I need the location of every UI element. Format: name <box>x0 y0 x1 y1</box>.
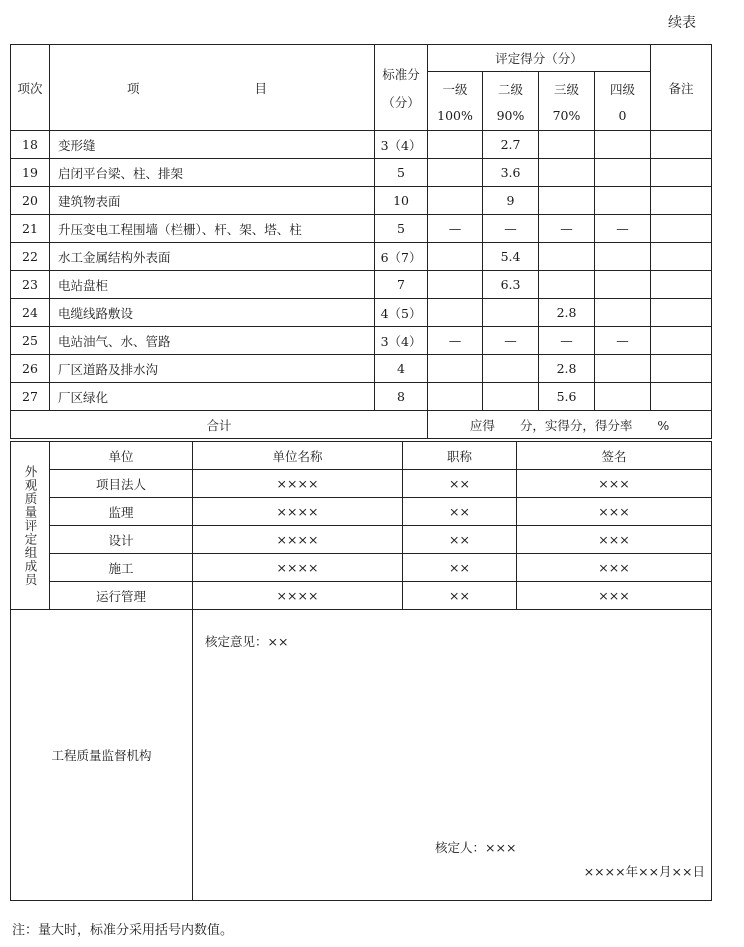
member-row: 运行管理 ×××× ×× ××× <box>11 582 712 610</box>
table-row: 18 变形缝 3（4） 2.7 <box>11 131 712 159</box>
header-remark: 备注 <box>651 45 712 131</box>
member-row: 施工 ×××× ×× ××× <box>11 554 712 582</box>
table-row: 23 电站盘柜 7 6.3 <box>11 271 712 299</box>
header-grade-1: 一级 100% <box>428 72 483 131</box>
header-item: 项 目 <box>50 45 375 131</box>
supervision-label: 工程质量监督机构 <box>11 610 193 901</box>
date-text: ××××年××月××日 <box>583 864 705 879</box>
supervision-box <box>193 610 712 901</box>
table-row: 26 厂区道路及排水沟 4 2.8 <box>11 355 712 383</box>
members-header-unit-name: 单位名称 <box>193 442 403 470</box>
approver-text: 核定人：××× <box>435 840 517 855</box>
member-row: 项目法人 ×××× ×× ××× <box>11 470 712 498</box>
total-label: 合计 <box>11 411 428 439</box>
header-std-score: 标准分 （分） <box>375 45 428 131</box>
member-row: 监理 ×××× ×× ××× <box>11 498 712 526</box>
members-side-label: 外观质量评定组成员 <box>11 442 50 610</box>
quality-assessment-table <box>10 44 712 439</box>
table-row: 24 电缆线路敷设 4（5） 2.8 <box>11 299 712 327</box>
members-table <box>10 441 712 901</box>
footnote: 注：量大时，标准分采用括号内数值。 <box>12 923 234 938</box>
table-row: 19 启闭平台梁、柱、排架 5 3.6 <box>11 159 712 187</box>
header-grade-4: 四级 0 <box>595 72 651 131</box>
header-index: 项次 <box>11 45 50 131</box>
header-rating-group: 评定得分（分） <box>428 45 651 72</box>
table-row: 25 电站油气、水、管路 3（4） — — — — <box>11 327 712 355</box>
table-row: 27 厂区绿化 8 5.6 <box>11 383 712 411</box>
table-row: 21 升压变电工程围墙（栏栅）、杆、架、塔、柱 5 — — — — <box>11 215 712 243</box>
header-grade-3: 三级 70% <box>539 72 595 131</box>
members-header-title: 职称 <box>403 442 517 470</box>
table-row: 22 水工金属结构外表面 6（7） 5.4 <box>11 243 712 271</box>
table-row: 20 建筑物表面 10 9 <box>11 187 712 215</box>
continued-label: 续表 <box>668 15 696 31</box>
total-text: 应得 分，实得分，得分率 % <box>428 411 712 439</box>
opinion-text: 核定意见：×× <box>205 634 289 649</box>
members-header-unit: 单位 <box>50 442 193 470</box>
members-header-sign: 签名 <box>517 442 712 470</box>
header-grade-2: 二级 90% <box>483 72 539 131</box>
member-row: 设计 ×××× ×× ××× <box>11 526 712 554</box>
total-row <box>11 411 712 439</box>
